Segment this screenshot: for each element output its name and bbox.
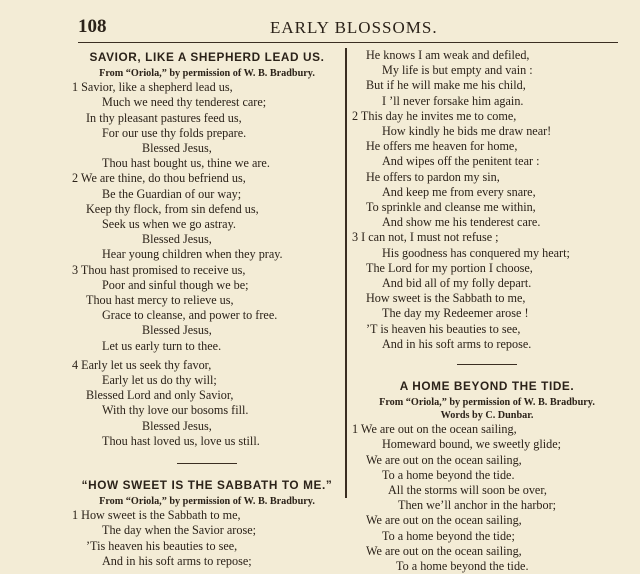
verse-line: My life is but empty and vain : bbox=[382, 63, 533, 78]
verse-line: I ’ll never forsake him again. bbox=[382, 93, 524, 108]
verse-line: ’Tis heaven his beauties to see, bbox=[86, 538, 238, 553]
verse-line: We are out on the ocean sailing, bbox=[366, 543, 522, 558]
verse-line: We are out on the ocean sailing, bbox=[366, 452, 522, 467]
verse-line: For our use thy folds prepare. bbox=[102, 125, 247, 140]
verse-line: To a home beyond the tide; bbox=[382, 528, 515, 543]
verse-line: The day when the Savior arose; bbox=[102, 523, 256, 538]
verse-line: And bid all of my folly depart. bbox=[382, 276, 532, 291]
page-number: 108 bbox=[78, 16, 107, 37]
song-credit-sabbath: From “Oriola,” by permission of W. B. Bradbury. bbox=[99, 496, 315, 508]
verse-line: He offers to pardon my sin, bbox=[366, 169, 500, 184]
verse-line: 3 Thou hast promised to receive us, bbox=[72, 262, 246, 277]
verse-line: Much we need thy tenderest care; bbox=[102, 95, 267, 110]
verse-line: 4 Early let us seek thy favor, bbox=[72, 357, 212, 372]
song-title-home: A HOME BEYOND THE TIDE. bbox=[399, 379, 575, 394]
verse-line: 3 I can not, I must not refuse ; bbox=[352, 230, 499, 245]
verse-line: Thou hast bought us, thine we are. bbox=[102, 156, 270, 171]
verse-line: But if he will make me his child, bbox=[366, 78, 526, 93]
verse-line: Homeward bound, we sweetly glide; bbox=[382, 437, 562, 452]
verse-line: Seek us when we go astray. bbox=[102, 217, 236, 232]
verse-line: Be the Guardian of our way; bbox=[102, 186, 242, 201]
song-credit-home: From “Oriola,” by permission of W. B. Bradbury. bbox=[379, 397, 595, 409]
verse-line: Early let us do thy will; bbox=[102, 373, 217, 388]
song-credit-savior: From “Oriola,” by permission of W. B. Bradbury. bbox=[99, 68, 315, 80]
verse-line: Poor and sinful though we be; bbox=[102, 277, 249, 292]
verse-line: Hear young children when they pray. bbox=[102, 247, 283, 262]
verse-line: ’T is heaven his beauties to see, bbox=[366, 321, 521, 336]
verse-line: How kindly he bids me draw near! bbox=[382, 124, 552, 139]
verse-line: 2 This day he invites me to come, bbox=[352, 108, 517, 123]
verse-line: And in his soft arms to repose; bbox=[102, 553, 252, 568]
column-divider bbox=[345, 48, 347, 498]
verse-line: And wipes off the penitent tear : bbox=[382, 154, 540, 169]
verse-line: Then we’ll anchor in the harbor; bbox=[398, 498, 557, 513]
verse-line: Thou hast mercy to relieve us, bbox=[86, 293, 234, 308]
verse-line: To sprinkle and cleanse me within, bbox=[366, 200, 536, 215]
section-rule bbox=[457, 364, 517, 365]
verse-line: To a home beyond the tide. bbox=[396, 559, 529, 574]
header-rule bbox=[78, 42, 618, 43]
right-column bbox=[352, 48, 622, 574]
verse-line: Blessed Lord and only Savior, bbox=[86, 388, 234, 403]
verse-line: And keep me from every snare, bbox=[382, 184, 536, 199]
verse-line: Blessed Jesus, bbox=[142, 418, 212, 433]
verse-line: And show me his tenderest care. bbox=[382, 215, 541, 230]
verse-line: His goodness has conquered my heart; bbox=[382, 245, 570, 260]
verse-line: 2 We are thine, do thou befriend us, bbox=[72, 171, 246, 186]
verse-line: And in his soft arms to repose. bbox=[382, 336, 532, 351]
verse-line: How sweet is the Sabbath to me, bbox=[366, 291, 526, 306]
verse-line: All the storms will soon be over, bbox=[388, 483, 547, 498]
verse-line: Grace to cleanse, and power to free. bbox=[102, 308, 278, 323]
verse-line: Keep thy flock, from sin defend us, bbox=[86, 201, 259, 216]
verse-line: In thy pleasant pastures feed us, bbox=[86, 110, 242, 125]
left-column bbox=[72, 48, 342, 569]
song-title-savior: SAVIOR, LIKE A SHEPHERD LEAD US. bbox=[89, 50, 325, 64]
song-words-credit-home: Words by C. Dunbar. bbox=[440, 410, 534, 422]
verse-line: We are out on the ocean sailing, bbox=[366, 513, 522, 528]
verse-line: Thou hast loved us, love us still. bbox=[102, 433, 260, 448]
section-rule bbox=[177, 463, 237, 464]
verse-line: 1 How sweet is the Sabbath to me, bbox=[72, 508, 241, 523]
verse-line: With thy love our bosoms fill. bbox=[102, 403, 249, 418]
verse-line: 1 We are out on the ocean sailing, bbox=[352, 422, 517, 437]
verse-line: Let us early turn to thee. bbox=[102, 338, 222, 353]
verse-line: Blessed Jesus, bbox=[142, 323, 212, 338]
verse-line: Blessed Jesus, bbox=[142, 141, 212, 156]
running-head: EARLY BLOSSOMS. bbox=[270, 18, 438, 37]
verse-line: The Lord for my portion I choose, bbox=[366, 260, 533, 275]
verse-line: The day my Redeemer arose ! bbox=[382, 306, 529, 321]
verse-line: 1 Savior, like a shepherd lead us, bbox=[72, 80, 233, 95]
verse-line: He knows I am weak and defiled, bbox=[366, 48, 530, 62]
verse-line: Blessed Jesus, bbox=[142, 232, 212, 247]
song-title-sabbath: “HOW SWEET IS THE SABBATH TO ME.” bbox=[81, 478, 333, 493]
verse-line: He offers me heaven for home, bbox=[366, 139, 518, 154]
verse-line: To a home beyond the tide. bbox=[382, 467, 515, 482]
